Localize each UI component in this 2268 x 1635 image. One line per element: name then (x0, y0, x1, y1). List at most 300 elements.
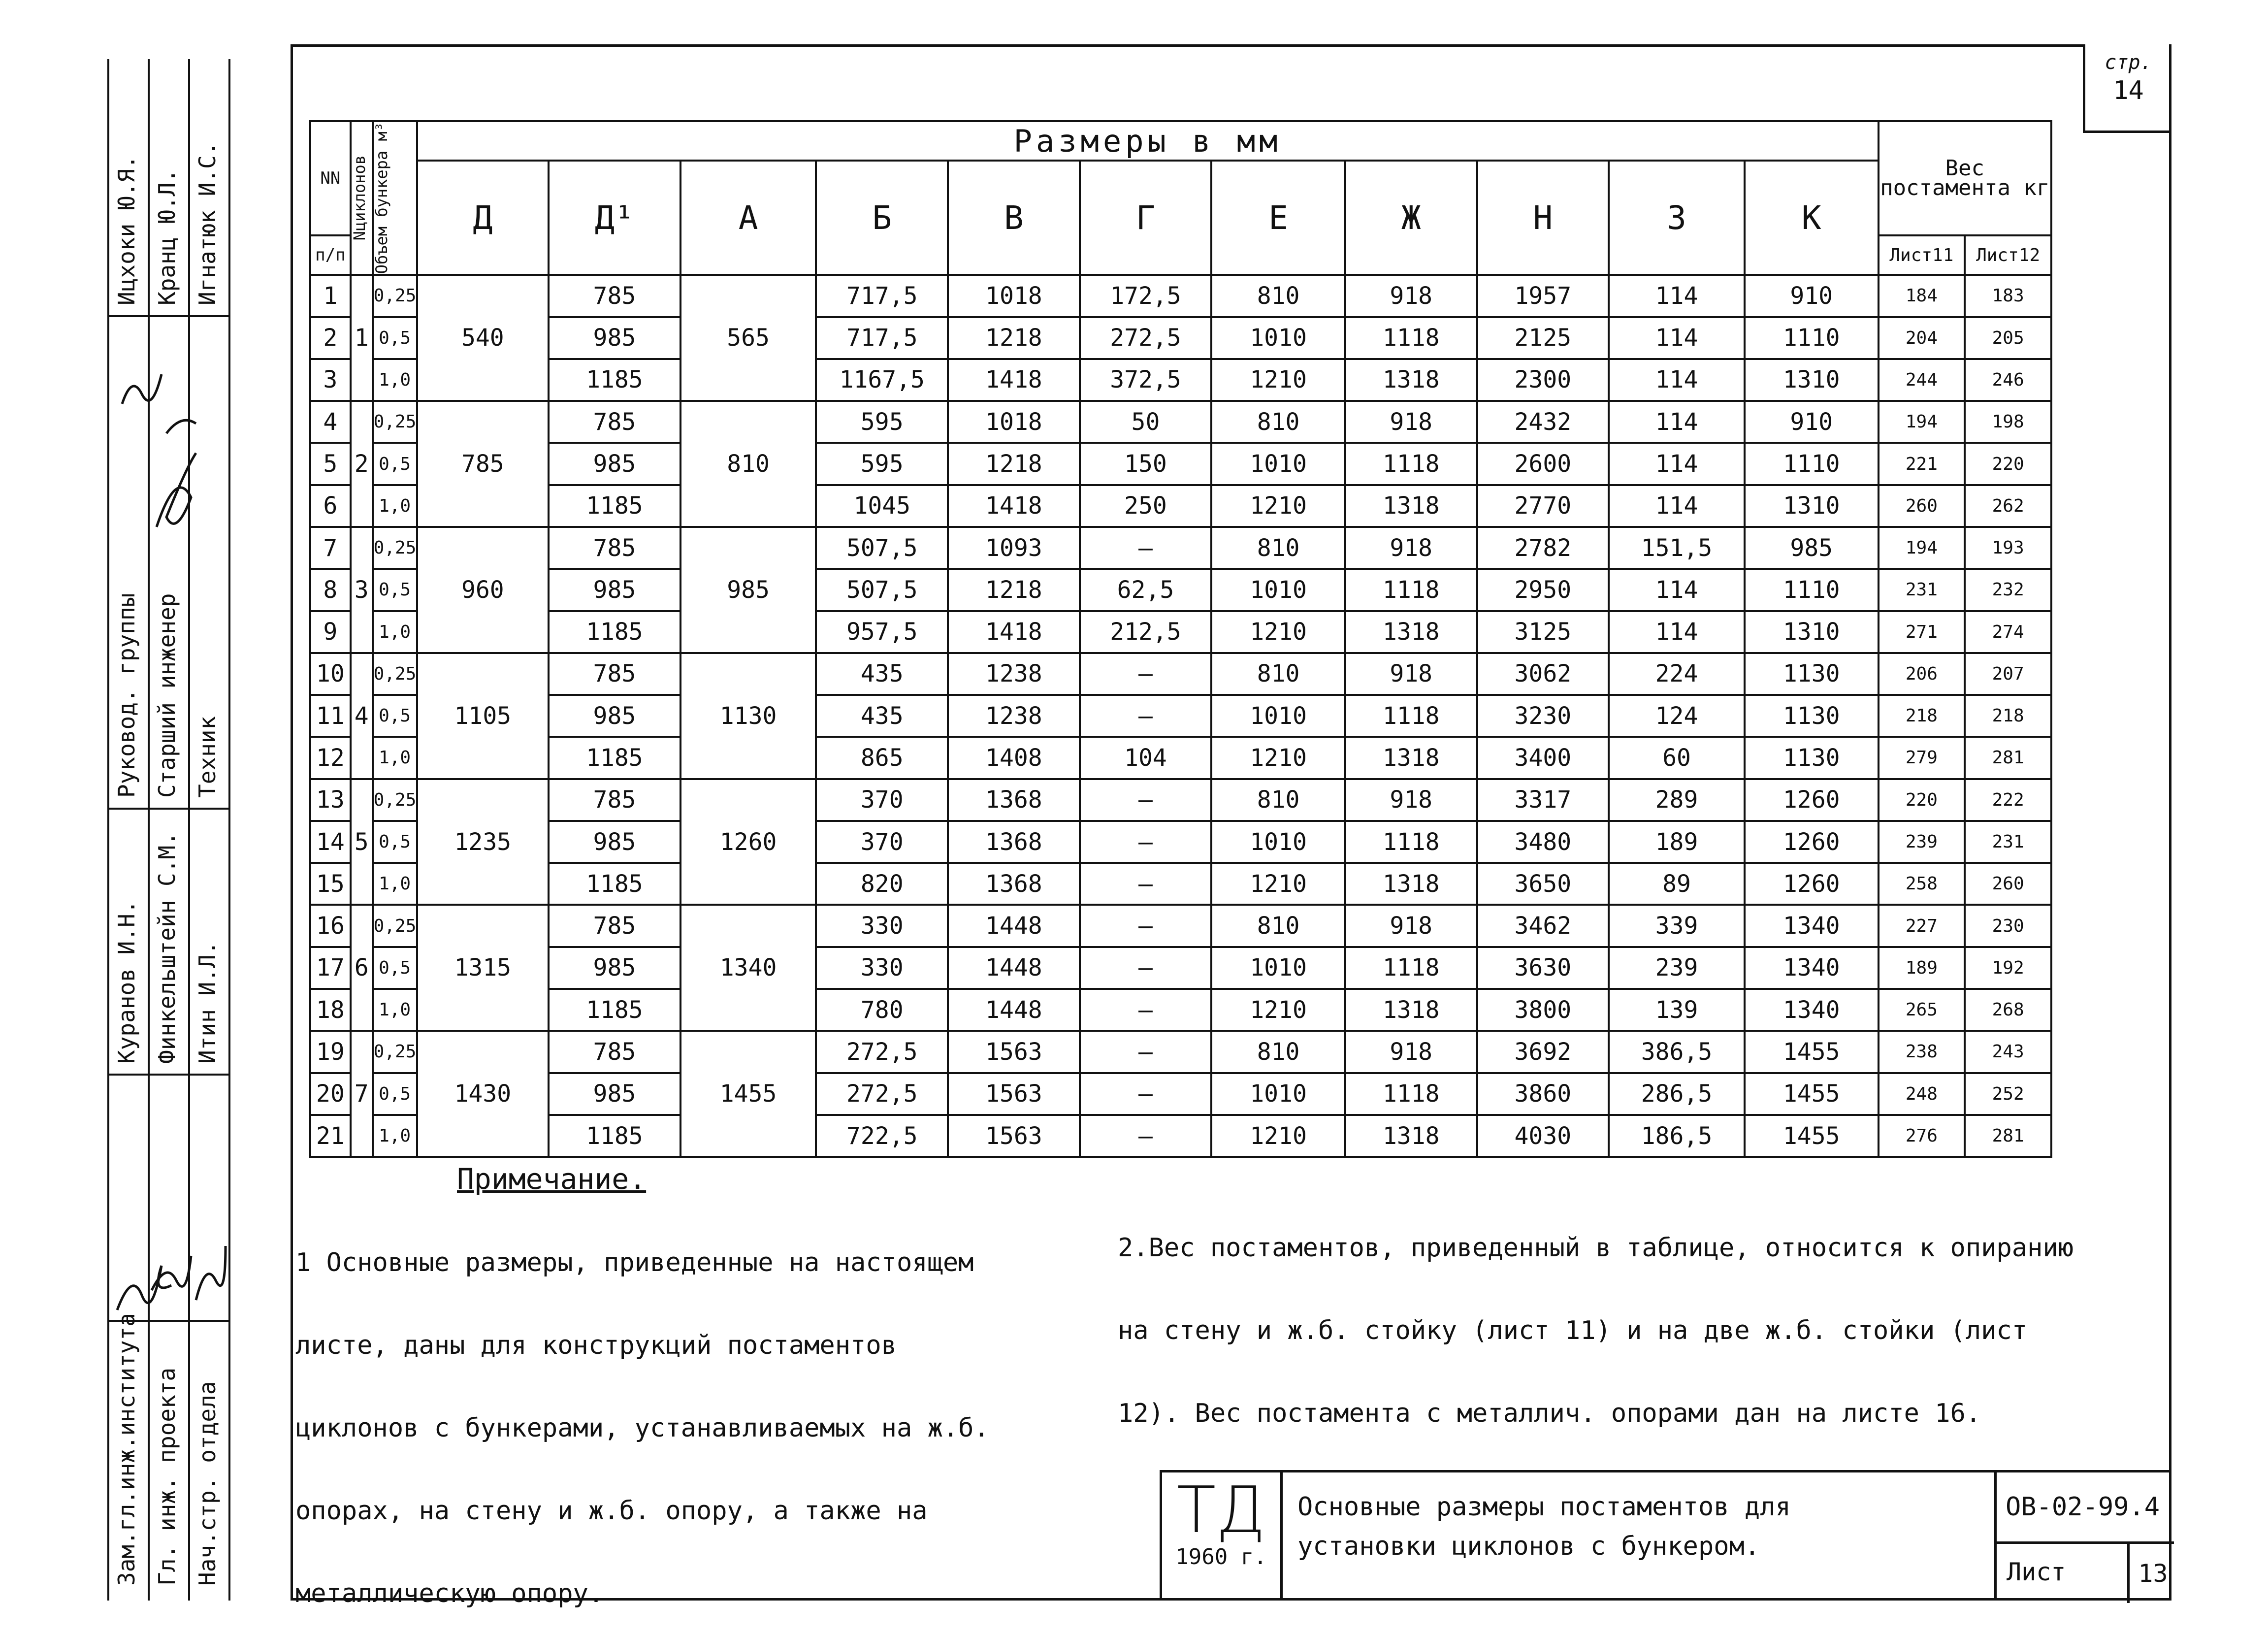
bunker-volume-cell: 0,5 (373, 1073, 417, 1115)
dim-zh-cell: 1318 (1345, 485, 1477, 527)
dim-w12-cell: 192 (1965, 947, 2051, 989)
row-number-cell: 21 (310, 1115, 351, 1157)
dim-g-cell: — (1080, 695, 1212, 737)
dim-d1-cell: 1185 (549, 611, 680, 653)
row-number-cell: 13 (310, 779, 351, 821)
dim-k-cell: 910 (1745, 275, 1879, 317)
dim-b-cell: 595 (816, 443, 948, 485)
dim-d-cell: 1105 (417, 653, 549, 779)
dim-w12-cell: 205 (1965, 317, 2051, 359)
dim-k-cell: 1130 (1745, 737, 1879, 779)
name-krants: Кранц Ю.Л. (154, 169, 180, 305)
dim-z-cell: 89 (1609, 863, 1745, 905)
cyclone-count-cell: 2 (351, 401, 373, 527)
page-number-box (2083, 44, 2171, 133)
row-number-cell: 20 (310, 1073, 351, 1115)
dim-zh-cell: 1318 (1345, 611, 1477, 653)
dim-z-cell: 339 (1609, 905, 1745, 947)
table-row (310, 275, 2051, 317)
dim-b-cell: 1167,5 (816, 359, 948, 401)
row-number-cell: 4 (310, 401, 351, 443)
dim-g-cell: 372,5 (1080, 359, 1212, 401)
dim-k-cell: 910 (1745, 401, 1879, 443)
dim-d1-cell: 1185 (549, 863, 680, 905)
dim-k-cell: 1455 (1745, 1031, 1879, 1073)
dim-e-cell: 1010 (1211, 443, 1345, 485)
dim-d1-cell: 785 (549, 1031, 680, 1073)
dim-e-cell: 1210 (1211, 611, 1345, 653)
table-row (310, 905, 2051, 947)
dim-zh-cell: 1118 (1345, 443, 1477, 485)
dim-b-cell: 272,5 (816, 1073, 948, 1115)
dim-w11-cell: 244 (1879, 359, 1965, 401)
dim-vv-cell: 1368 (948, 821, 1080, 863)
role-dept-head: Нач.стр. отдела (194, 1381, 221, 1586)
row-number-cell: 2 (310, 317, 351, 359)
dim-z-cell: 114 (1609, 611, 1745, 653)
dim-w11-cell: 238 (1879, 1031, 1965, 1073)
bunker-volume-cell: 0,5 (373, 947, 417, 989)
dim-w11-cell: 184 (1879, 275, 1965, 317)
dim-w11-cell: 206 (1879, 653, 1965, 695)
dim-w11-cell: 220 (1879, 779, 1965, 821)
bunker-volume-cell: 1,0 (373, 737, 417, 779)
dim-h-cell: 3062 (1477, 653, 1609, 695)
dim-h-cell: 2432 (1477, 401, 1609, 443)
dim-z-cell: 114 (1609, 443, 1745, 485)
dim-w12-cell: 220 (1965, 443, 2051, 485)
bunker-volume-cell: 0,25 (373, 527, 417, 569)
header-col-k: К (1745, 161, 1879, 275)
name-finkelshtein: Финкельштейн С.М. (154, 832, 180, 1064)
dim-g-cell: — (1080, 863, 1212, 905)
sheet-label: Лист (2007, 1558, 2066, 1586)
dim-h-cell: 3480 (1477, 821, 1609, 863)
dim-h-cell: 3400 (1477, 737, 1609, 779)
dim-z-cell: 139 (1609, 989, 1745, 1031)
dim-b-cell: 717,5 (816, 275, 948, 317)
dim-vv-cell: 1448 (948, 947, 1080, 989)
dim-w12-cell: 232 (1965, 569, 2051, 611)
dim-e-cell: 810 (1211, 1031, 1345, 1073)
dim-g-cell: — (1080, 821, 1212, 863)
dim-b-cell: 370 (816, 821, 948, 863)
dim-b-cell: 330 (816, 947, 948, 989)
dim-k-cell: 1310 (1745, 485, 1879, 527)
dim-d1-cell: 785 (549, 653, 680, 695)
dim-vv-cell: 1368 (948, 779, 1080, 821)
dim-d1-cell: 785 (549, 527, 680, 569)
dim-k-cell: 1310 (1745, 611, 1879, 653)
dim-w12-cell: 246 (1965, 359, 2051, 401)
dim-zh-cell: 918 (1345, 401, 1477, 443)
dim-z-cell: 114 (1609, 569, 1745, 611)
dim-w11-cell: 218 (1879, 695, 1965, 737)
table-row (310, 1115, 2051, 1157)
dim-b-cell: 272,5 (816, 1031, 948, 1073)
table-body (310, 275, 2051, 1157)
dim-h-cell: 3860 (1477, 1073, 1609, 1115)
dim-g-cell: — (1080, 989, 1212, 1031)
signature-marks (107, 59, 230, 1601)
dim-vv-cell: 1418 (948, 611, 1080, 653)
dim-k-cell: 1260 (1745, 863, 1879, 905)
dim-k-cell: 985 (1745, 527, 1879, 569)
bunker-volume-cell: 0,25 (373, 275, 417, 317)
dim-e-cell: 1010 (1211, 947, 1345, 989)
table-row (310, 611, 2051, 653)
dim-z-cell: 289 (1609, 779, 1745, 821)
dim-g-cell: 150 (1080, 443, 1212, 485)
dim-w11-cell: 279 (1879, 737, 1965, 779)
dim-e-cell: 1210 (1211, 989, 1345, 1031)
dim-e-cell: 1010 (1211, 317, 1345, 359)
dim-vv-cell: 1563 (948, 1073, 1080, 1115)
dim-h-cell: 3800 (1477, 989, 1609, 1031)
dim-g-cell: 50 (1080, 401, 1212, 443)
dim-z-cell: 239 (1609, 947, 1745, 989)
dim-zh-cell: 1118 (1345, 1073, 1477, 1115)
dim-vv-cell: 1018 (948, 275, 1080, 317)
dim-b-cell: 957,5 (816, 611, 948, 653)
dim-vv-cell: 1418 (948, 485, 1080, 527)
dim-w11-cell: 204 (1879, 317, 1965, 359)
cyclone-count-cell: 4 (351, 653, 373, 779)
dim-g-cell: — (1080, 905, 1212, 947)
dim-w11-cell: 248 (1879, 1073, 1965, 1115)
dim-a-cell: 565 (680, 275, 816, 401)
dim-g-cell: — (1080, 779, 1212, 821)
row-number-cell: 14 (310, 821, 351, 863)
dim-e-cell: 1210 (1211, 737, 1345, 779)
dim-vv-cell: 1018 (948, 401, 1080, 443)
dim-h-cell: 2600 (1477, 443, 1609, 485)
dim-h-cell: 2950 (1477, 569, 1609, 611)
dim-zh-cell: 918 (1345, 905, 1477, 947)
row-number-cell: 8 (310, 569, 351, 611)
dim-zh-cell: 1118 (1345, 569, 1477, 611)
header-weight: Вес постамента кг (1879, 121, 2051, 235)
dim-a-cell: 810 (680, 401, 816, 527)
dim-b-cell: 595 (816, 401, 948, 443)
header-cyclone-count: Nциклонов (351, 121, 373, 275)
bunker-volume-cell: 0,25 (373, 401, 417, 443)
note-1: 1 Основные размеры, приведенные на настоящем листе, даны для конструкций постаментов циклонов с бункерами, устанавливаемых на ж.б. опорах, на стену и ж.б. опору, а также на металлическую опору. (295, 1248, 989, 1608)
dim-g-cell: 272,5 (1080, 317, 1212, 359)
dim-e-cell: 810 (1211, 275, 1345, 317)
dim-b-cell: 435 (816, 695, 948, 737)
dim-vv-cell: 1238 (948, 695, 1080, 737)
dim-g-cell: — (1080, 947, 1212, 989)
header-col-h: Н (1477, 161, 1609, 275)
dim-vv-cell: 1418 (948, 359, 1080, 401)
dim-z-cell: 386,5 (1609, 1031, 1745, 1073)
row-number-cell: 5 (310, 443, 351, 485)
dim-k-cell: 1110 (1745, 443, 1879, 485)
header-col-g: Г (1080, 161, 1212, 275)
name-kuranov: Куранов И.Н. (113, 900, 140, 1064)
row-number-cell: 16 (310, 905, 351, 947)
dim-e-cell: 1210 (1211, 359, 1345, 401)
dim-d-cell: 785 (417, 401, 549, 527)
table-row (310, 401, 2051, 443)
dim-b-cell: 507,5 (816, 527, 948, 569)
dim-d-cell: 1235 (417, 779, 549, 905)
dim-d1-cell: 785 (549, 905, 680, 947)
dim-d1-cell: 1185 (549, 485, 680, 527)
bunker-volume-cell: 1,0 (373, 1115, 417, 1157)
dim-e-cell: 810 (1211, 779, 1345, 821)
table-row (310, 1031, 2051, 1073)
dim-w12-cell: 207 (1965, 653, 2051, 695)
table-row (310, 737, 2051, 779)
dim-z-cell: 114 (1609, 359, 1745, 401)
row-number-cell: 11 (310, 695, 351, 737)
position-technician: Техник (194, 716, 221, 798)
dim-w11-cell: 265 (1879, 989, 1965, 1031)
table-row (310, 443, 2051, 485)
dim-w12-cell: 230 (1965, 905, 2051, 947)
table-row (310, 359, 2051, 401)
dim-d-cell: 960 (417, 527, 549, 653)
row-number-cell: 12 (310, 737, 351, 779)
dim-d1-cell: 985 (549, 569, 680, 611)
dim-k-cell: 1260 (1745, 821, 1879, 863)
bunker-volume-cell: 0,5 (373, 569, 417, 611)
dim-b-cell: 330 (816, 905, 948, 947)
bunker-volume-cell: 1,0 (373, 989, 417, 1031)
dim-z-cell: 114 (1609, 401, 1745, 443)
row-number-cell: 18 (310, 989, 351, 1031)
bunker-volume-cell: 0,25 (373, 1031, 417, 1073)
bunker-volume-cell: 0,5 (373, 317, 417, 359)
dim-h-cell: 4030 (1477, 1115, 1609, 1157)
header-col-z: З (1609, 161, 1745, 275)
row-number-cell: 1 (310, 275, 351, 317)
dim-h-cell: 1957 (1477, 275, 1609, 317)
approval-stamp (107, 59, 230, 1601)
dim-d1-cell: 1185 (549, 737, 680, 779)
note-2: 2.Вес постаментов, приведенный в таблице, относится к опиранию на стену и ж.б. стойку (лист 11) и на две ж.б. стойки (лист 12). Вес постамента с металлич. опорами дан на листе 16. (1118, 1233, 2074, 1428)
dim-zh-cell: 918 (1345, 653, 1477, 695)
dim-g-cell: — (1080, 653, 1212, 695)
standard-mark: ТД (1176, 1472, 1266, 1547)
notes-title: Примечание. (457, 1162, 647, 1196)
table-row (310, 863, 2051, 905)
dim-h-cell: 3650 (1477, 863, 1609, 905)
dim-h-cell: 3230 (1477, 695, 1609, 737)
bunker-volume-cell: 0,25 (373, 779, 417, 821)
dim-g-cell: — (1080, 1073, 1212, 1115)
dim-k-cell: 1340 (1745, 905, 1879, 947)
dim-w11-cell: 221 (1879, 443, 1965, 485)
dimensions-table (309, 120, 2052, 1158)
dim-z-cell: 151,5 (1609, 527, 1745, 569)
bunker-volume-cell: 0,5 (373, 821, 417, 863)
dim-g-cell: 212,5 (1080, 611, 1212, 653)
bunker-volume-cell: 1,0 (373, 359, 417, 401)
dim-e-cell: 1010 (1211, 821, 1345, 863)
dim-z-cell: 124 (1609, 695, 1745, 737)
table-row (310, 821, 2051, 863)
dim-w12-cell: 231 (1965, 821, 2051, 863)
dim-e-cell: 1010 (1211, 1073, 1345, 1115)
year: 1960 г. (1175, 1544, 1267, 1570)
dim-d1-cell: 985 (549, 1073, 680, 1115)
dim-g-cell: 250 (1080, 485, 1212, 527)
dim-h-cell: 3630 (1477, 947, 1609, 989)
dim-d1-cell: 985 (549, 443, 680, 485)
dim-e-cell: 810 (1211, 653, 1345, 695)
dim-vv-cell: 1448 (948, 905, 1080, 947)
dim-w12-cell: 281 (1965, 737, 2051, 779)
dim-h-cell: 3462 (1477, 905, 1609, 947)
dim-d1-cell: 1185 (549, 359, 680, 401)
header-nn: NN (310, 121, 351, 235)
dim-h-cell: 2770 (1477, 485, 1609, 527)
dim-vv-cell: 1093 (948, 527, 1080, 569)
dim-h-cell: 3125 (1477, 611, 1609, 653)
dim-d-cell: 1430 (417, 1031, 549, 1157)
header-weight-sheet12: Лист12 (1965, 235, 2051, 275)
dim-w11-cell: 271 (1879, 611, 1965, 653)
bunker-volume-cell: 0,25 (373, 905, 417, 947)
dim-b-cell: 1045 (816, 485, 948, 527)
dim-zh-cell: 1318 (1345, 359, 1477, 401)
position-senior-engineer: Старший инженер (154, 593, 180, 798)
bunker-volume-cell: 0,25 (373, 653, 417, 695)
row-number-cell: 3 (310, 359, 351, 401)
name-itin: Итин И.Л. (194, 941, 221, 1064)
dim-w11-cell: 231 (1879, 569, 1965, 611)
dim-w12-cell: 198 (1965, 401, 2051, 443)
dim-z-cell: 186,5 (1609, 1115, 1745, 1157)
position-group-lead: Руковод. группы (113, 593, 140, 798)
dim-a-cell: 1340 (680, 905, 816, 1031)
dim-z-cell: 114 (1609, 485, 1745, 527)
bunker-volume-cell: 0,5 (373, 443, 417, 485)
dim-w12-cell: 222 (1965, 779, 2051, 821)
header-weight-sheet11: Лист11 (1879, 235, 1965, 275)
dim-b-cell: 717,5 (816, 317, 948, 359)
dim-vv-cell: 1563 (948, 1115, 1080, 1157)
table-row (310, 527, 2051, 569)
row-number-cell: 17 (310, 947, 351, 989)
title-block-code-cell (1994, 1472, 2176, 1601)
dim-d-cell: 1315 (417, 905, 549, 1031)
dim-g-cell: 104 (1080, 737, 1212, 779)
dim-zh-cell: 918 (1345, 527, 1477, 569)
dim-b-cell: 507,5 (816, 569, 948, 611)
dim-w11-cell: 194 (1879, 401, 1965, 443)
dim-d1-cell: 785 (549, 779, 680, 821)
dim-d1-cell: 985 (549, 695, 680, 737)
dim-k-cell: 1310 (1745, 359, 1879, 401)
row-number-cell: 7 (310, 527, 351, 569)
row-number-cell: 10 (310, 653, 351, 695)
dim-zh-cell: 918 (1345, 275, 1477, 317)
dim-vv-cell: 1563 (948, 1031, 1080, 1073)
dim-g-cell: 62,5 (1080, 569, 1212, 611)
dim-w12-cell: 243 (1965, 1031, 2051, 1073)
dim-h-cell: 2300 (1477, 359, 1609, 401)
dim-w12-cell: 262 (1965, 485, 2051, 527)
dim-k-cell: 1260 (1745, 779, 1879, 821)
dim-d1-cell: 1185 (549, 989, 680, 1031)
cyclone-count-cell: 7 (351, 1031, 373, 1157)
table-row (310, 569, 2051, 611)
dim-z-cell: 286,5 (1609, 1073, 1745, 1115)
dim-w12-cell: 252 (1965, 1073, 2051, 1115)
dim-b-cell: 820 (816, 863, 948, 905)
dim-zh-cell: 1318 (1345, 863, 1477, 905)
title-block (1160, 1470, 2171, 1601)
cyclone-count-cell: 6 (351, 905, 373, 1031)
dim-k-cell: 1110 (1745, 569, 1879, 611)
dim-d1-cell: 985 (549, 947, 680, 989)
title-block-mark-cell (1162, 1472, 1283, 1601)
dim-g-cell: 172,5 (1080, 275, 1212, 317)
dim-b-cell: 865 (816, 737, 948, 779)
dim-z-cell: 60 (1609, 737, 1745, 779)
dim-e-cell: 1210 (1211, 485, 1345, 527)
header-col-a: А (680, 161, 816, 275)
page-label: стр. (2105, 51, 2152, 74)
dim-vv-cell: 1218 (948, 569, 1080, 611)
dim-zh-cell: 1318 (1345, 989, 1477, 1031)
bunker-volume-cell: 1,0 (373, 485, 417, 527)
dim-d-cell: 540 (417, 275, 549, 401)
dim-zh-cell: 1318 (1345, 737, 1477, 779)
header-col-d1: Д¹ (549, 161, 680, 275)
dim-vv-cell: 1218 (948, 317, 1080, 359)
dim-h-cell: 2125 (1477, 317, 1609, 359)
header-col-d: Д (417, 161, 549, 275)
dim-e-cell: 810 (1211, 905, 1345, 947)
dim-w11-cell: 276 (1879, 1115, 1965, 1157)
dim-k-cell: 1130 (1745, 695, 1879, 737)
dim-w11-cell: 239 (1879, 821, 1965, 863)
dim-g-cell: — (1080, 1031, 1212, 1073)
name-ignatyuk: Игнатюк И.С. (194, 141, 221, 305)
dim-w12-cell: 183 (1965, 275, 2051, 317)
dim-e-cell: 810 (1211, 527, 1345, 569)
dim-a-cell: 1130 (680, 653, 816, 779)
row-number-cell: 6 (310, 485, 351, 527)
dim-b-cell: 780 (816, 989, 948, 1031)
drawing-title: Основные размеры постаментов для установки циклонов с бункером. (1297, 1492, 1791, 1561)
header-col-zh: Ж (1345, 161, 1477, 275)
dim-e-cell: 1210 (1211, 863, 1345, 905)
dim-b-cell: 435 (816, 653, 948, 695)
dim-w11-cell: 258 (1879, 863, 1965, 905)
dim-w12-cell: 268 (1965, 989, 2051, 1031)
dim-b-cell: 370 (816, 779, 948, 821)
dim-zh-cell: 1118 (1345, 695, 1477, 737)
table-row (310, 989, 2051, 1031)
table-row (310, 695, 2051, 737)
bunker-volume-cell: 0,5 (373, 695, 417, 737)
dim-d1-cell: 785 (549, 275, 680, 317)
table-row (310, 779, 2051, 821)
name-itskhoki: Ицхоки Ю.Я. (113, 155, 140, 305)
dim-d1-cell: 985 (549, 317, 680, 359)
dim-vv-cell: 1238 (948, 653, 1080, 695)
dim-k-cell: 1340 (1745, 989, 1879, 1031)
table-row (310, 947, 2051, 989)
bunker-volume-cell: 1,0 (373, 611, 417, 653)
dim-vv-cell: 1218 (948, 443, 1080, 485)
